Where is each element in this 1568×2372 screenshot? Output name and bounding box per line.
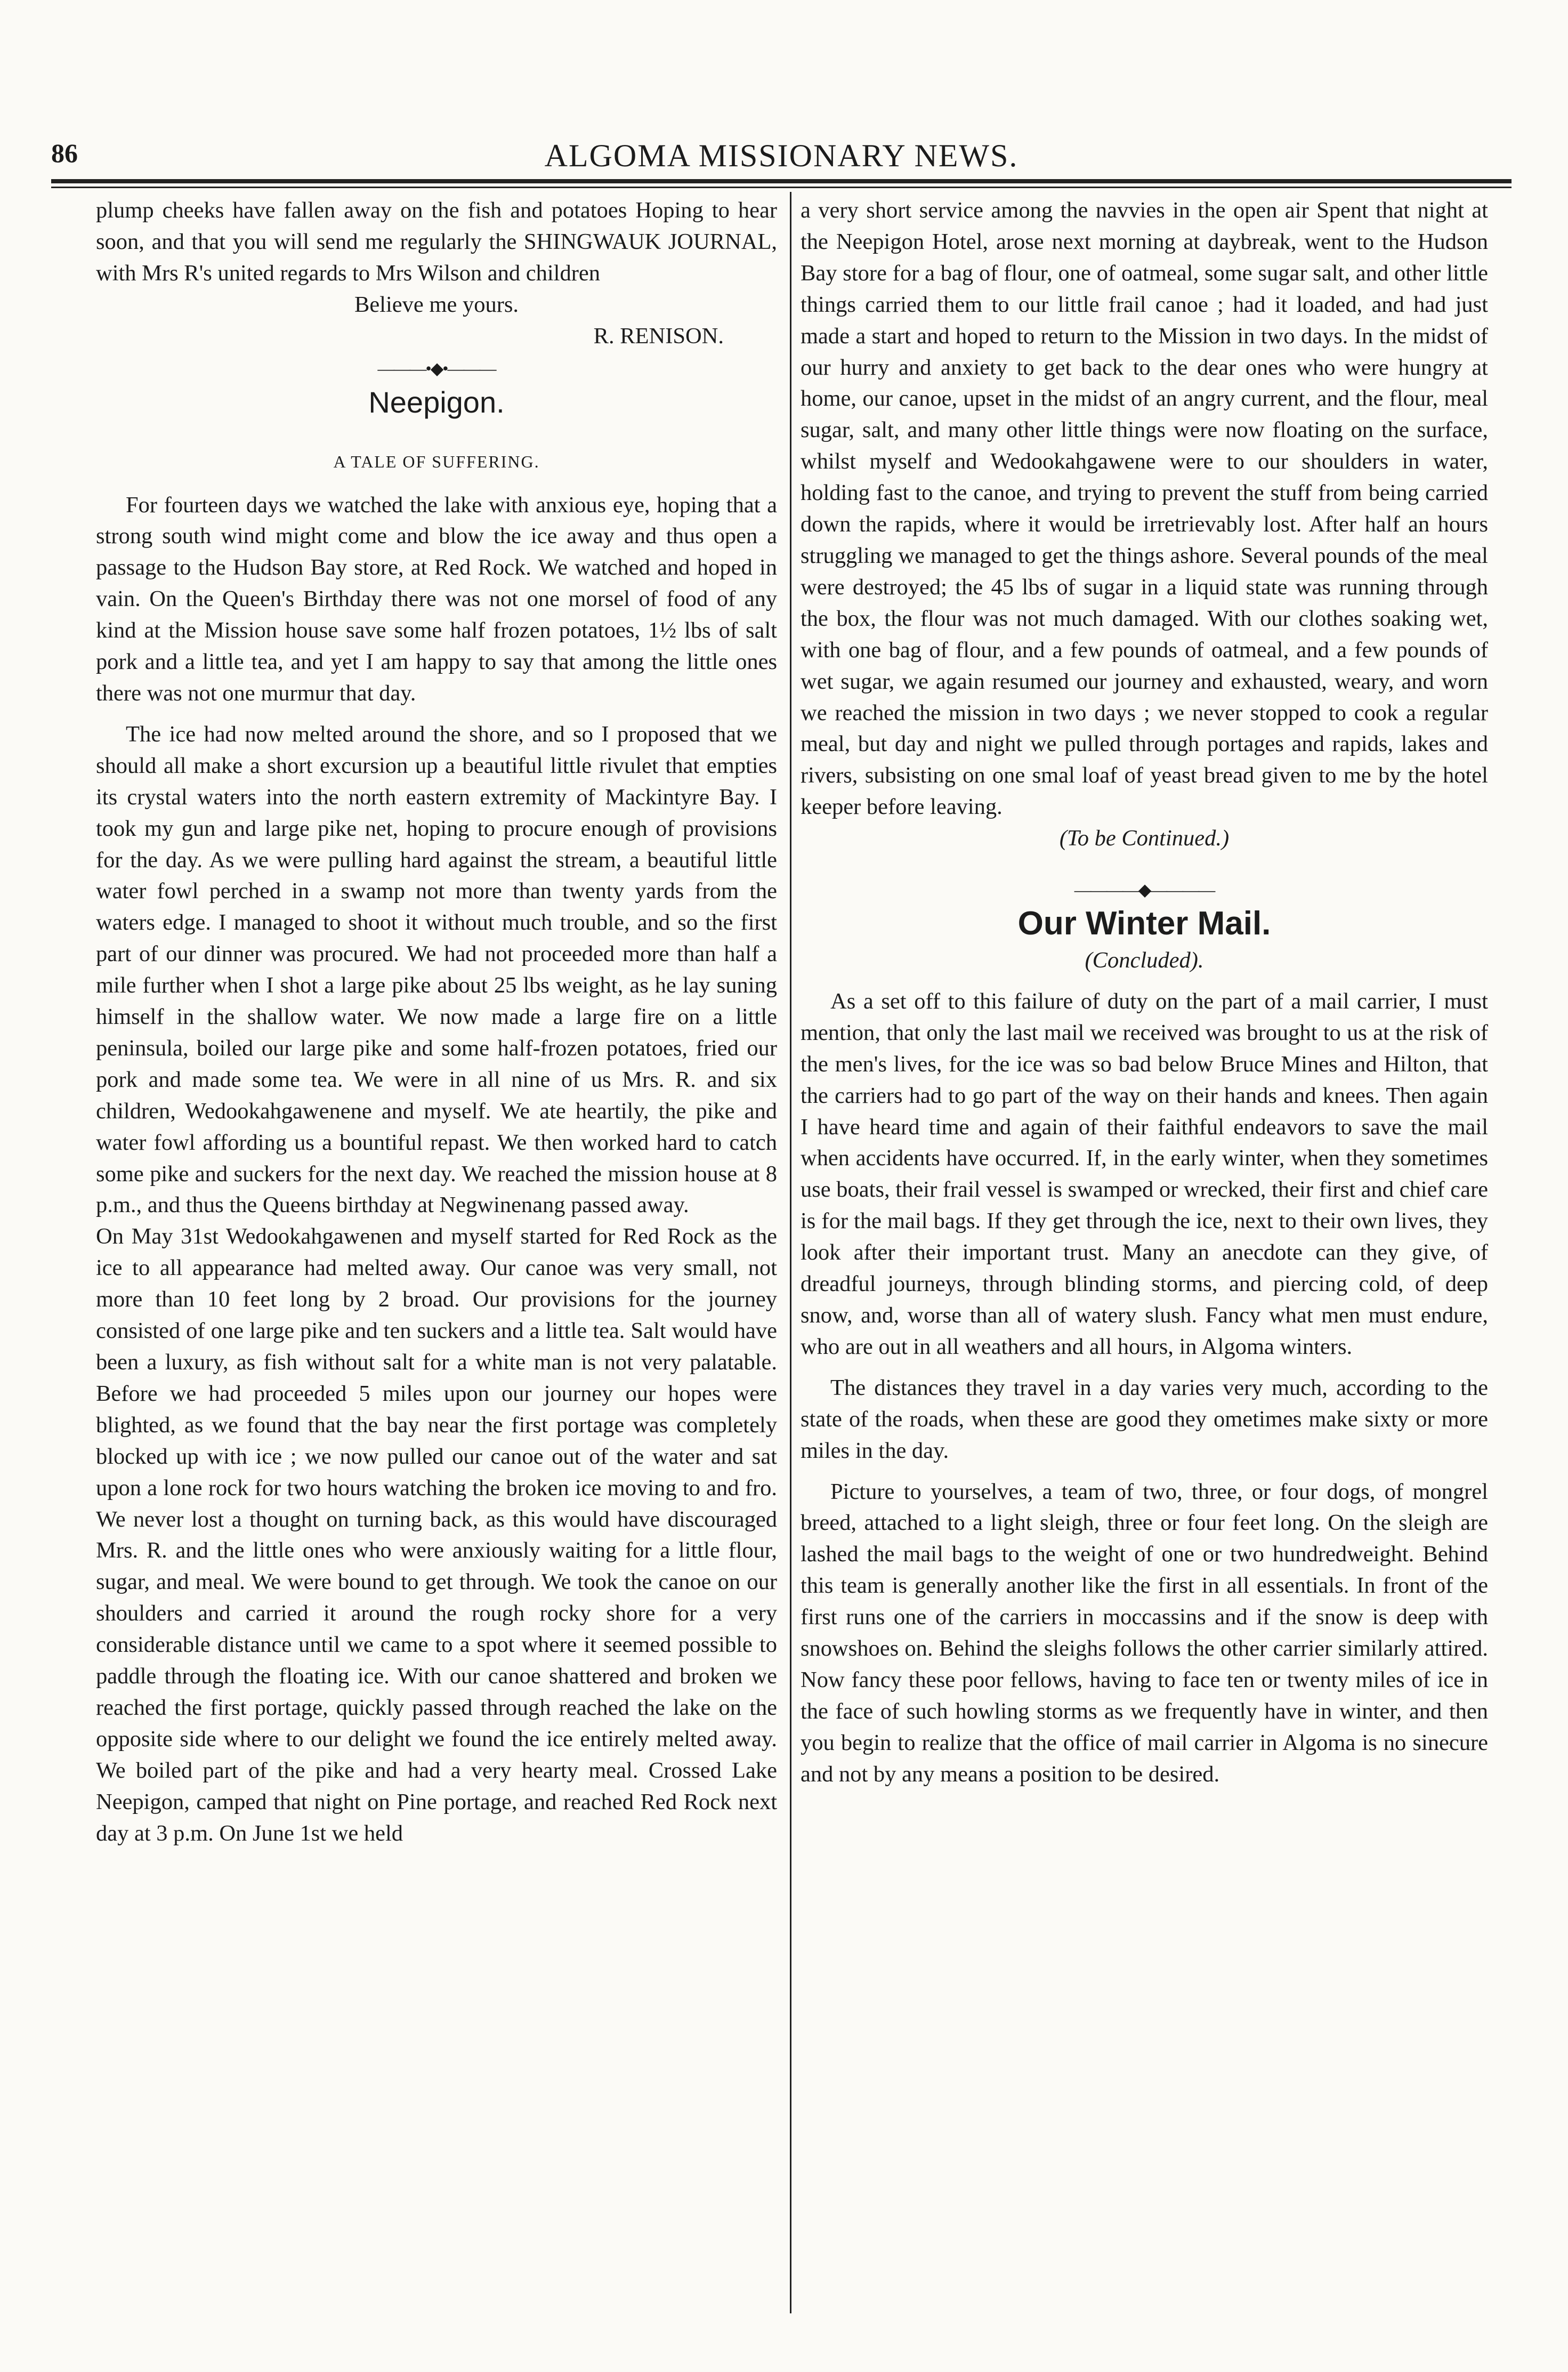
winter-mail-paragraph-2: The distances they travel in a day varies very much, according to the state of the roads, when these are good they ometimes make sixty or more miles in the day. bbox=[801, 1375, 1488, 1463]
header-rule-thick bbox=[51, 179, 1512, 183]
section-ornament: ———•◆•——— bbox=[377, 358, 496, 378]
article-subtitle: A TALE OF SUFFERING. bbox=[333, 451, 540, 471]
page-number: 86 bbox=[51, 138, 78, 168]
neepigon-paragraph-2: The ice had now melted around the shore, and so I proposed that we should all make a short excursion up a beautiful little rivulet that empties its crystal waters into the north eastern extremity of Mackintyre Bay. I took my gun and large pike net, hoping to procure enough of provisions for the day. As we were pulling hard against the stream, a beautiful little water fowl perched in a swamp not more than twenty yards from the waters edge. I managed to shoot it without much trouble, and so the first part of our dinner was procured. We had not proceeded more than half a mile further when I shot a large pike about 25 lbs weight, as he lay suning himself in the shallow water. We now made a large fire on a little peninsula, boiled our large pike and some half-frozen potatoes, fried our pork and made some tea. We were in all nine of us Mrs. R. and six children, Wedookahgawenene and myself. We ate heartily, the pike and water fowl affording us a bountiful repast. We then worked hard to catch some pike and suckers for the next day. We reached the mission house at 8 p.m., and thus the Queens birthday at Negwinenang passed away. bbox=[96, 721, 777, 1218]
letter-ending-paragraph: plump cheeks have fallen away on the fish and potatoes Hoping to hear soon, and that you will send me regularly the SHINGWAUK JOURNAL, with Mrs R's united regards to Mrs Wilson and children bbox=[96, 198, 777, 286]
neepigon-paragraph-1: For fourteen days we watched the lake with anxious eye, hoping that a strong south wind might come and blow the ice away and thus open a passage to the Hudson Bay store, at Red Rock. We watched and hoped in vain. On the Queen's Birthday there was not one morsel of food of any kind at the Mission house save some half frozen potatoes, 1½ lbs of salt pork and a little tea, and yet I am happy to say that among the little ones there was not one murmur that day. bbox=[96, 492, 777, 706]
right-column bbox=[801, 195, 1488, 1790]
column-divider bbox=[790, 192, 791, 2313]
article-title-neepigon: Neepigon. bbox=[368, 385, 505, 419]
neepigon-continued-paragraph: a very short service among the navvies in the open air Spent that night at the Neepigon Hotel, arose next morning at daybreak, went to the Hudson Bay store for a bag of flour, one of oatmeal, some sugar salt, and other little things carried them to our little frail canoe ; had it loaded, and had just made a start and hoped to return to the Mission in two days. In the midst of our hurry and anxiety to get back to the dear ones who were hungry at home, our canoe, upset in the midst of an angry current, and the flour, meal sugar, salt, and many other little things were now floating on the surface, whilst myself and Wedookahgawene were to our shoulders in water, holding fast to the canoe, and trying to prevent the stuff from being carried down the rapids, where it would be irretrievably lost. After half an hours struggling we managed to get the things ashore. Several pounds of the meal were destroyed; the 45 lbs of sugar in a liquid state was running through the box, the flour was not much damaged. With our clothes soaking wet, with one bag of flour, and a few pounds of oatmeal, and a few pounds of wet sugar, we again resumed our journey and exhausted, weary, and worn we reached the mission in two days ; we never stopped to cook a regular meal, but day and night we pulled through portages and rapids, lakes and rivers, subsisting on one smal loaf of yeast bread given to me by the hotel keeper before leaving. bbox=[801, 198, 1488, 820]
letter-closing: Believe me yours. bbox=[354, 292, 519, 317]
left-column bbox=[96, 195, 777, 1850]
letter-signature: R. RENISON. bbox=[593, 323, 724, 349]
winter-mail-paragraph-3: Picture to yourselves, a team of two, three, or four dogs, of mongrel breed, attached to a light sleigh, three or four feet long. On the sleigh are lashed the mail bags to the weight of one or two hundredweight. Behind this team is generally another like the first in all essentials. In front of the first runs one of the carriers in moccassins and if the snow is deep with snowshoes on. Behind the sleighs follows the other carrier similarly attired. Now fancy these poor fellows, having to face ten or twenty miles of ice in the face of such howling storms as we frequently have in winter, and then you begin to realize that the office of mail carrier in Algoma is no sinecure and not by any means a position to be desired. bbox=[801, 1479, 1488, 1787]
section-ornament-2: ————◆———— bbox=[1074, 880, 1215, 900]
winter-mail-paragraph-1: As a set off to this failure of duty on the part of a mail carrier, I must mention, that only the last mail we received was brought to us at the risk of the men's lives, for the ice was so bad below Bruce Mines and Hilton, that the carriers had to go part of the way on their hands and knees. Then again I have heard time and again of their faithful endeavors to save the mail when accidents have occurred. If, in the early winter, when they sometimes use boats, their frail vessel is swamped or wrecked, their first and chief care is for the mail bags. If they get through the ice, next to their own lives, they look after their important trust. Many an anecdote can they give, of dreadful journeys, through blinding storms, and piercing cold, of deep snow, and, worse than all of watery slush. Fancy what men must endure, who are out in all weathers and all hours, in Algoma winters. bbox=[801, 988, 1488, 1359]
to-be-continued-note: (To be Continued.) bbox=[1059, 826, 1230, 851]
article-subtitle-concluded: (Concluded). bbox=[1085, 948, 1204, 973]
header-rule-thin bbox=[51, 187, 1512, 188]
neepigon-paragraph-3: On May 31st Wedookahgawenen and myself started for Red Rock as the ice to all appearance had melted away. Our canoe was very small, not more than 10 feet long by 2 broad. Our provisions for the journey consisted of one large pike and ten suckers and a little tea. Salt would have been a luxury, as fish without salt for a white man is not very palatable. Before we had proceeded 5 miles upon our journey our hopes were blighted, as we found that the bay near the first portage was completely blocked up with ice ; we now pulled our canoe out of the water and sat upon a lone rock for two hours watching the broken ice moving to and fro. We never lost a thought on turning back, as this would have discouraged Mrs. R. and the little ones who were anxiously waiting for a little flour, sugar, and meal. We were bound to get through. We took the canoe on our shoulders and carried it around the rough rocky shore for a very considerable distance until we came to a spot where it seemed possible to paddle through the floating ice. With our canoe shattered and broken we reached the first portage, quickly passed through reached the lake on the opposite side where to our delight we found the ice entirely melted away. We boiled part of the pike and had a very hearty meal. Crossed Lake Neepigon, camped that night on Pine portage, and reached Red Rock next day at 3 p.m. On June 1st we held bbox=[96, 1224, 777, 1846]
article-title-winter-mail: Our Winter Mail. bbox=[1017, 905, 1271, 942]
running-title: ALGOMA MISSIONARY NEWS. bbox=[544, 138, 1019, 173]
page-header bbox=[51, 138, 1512, 175]
